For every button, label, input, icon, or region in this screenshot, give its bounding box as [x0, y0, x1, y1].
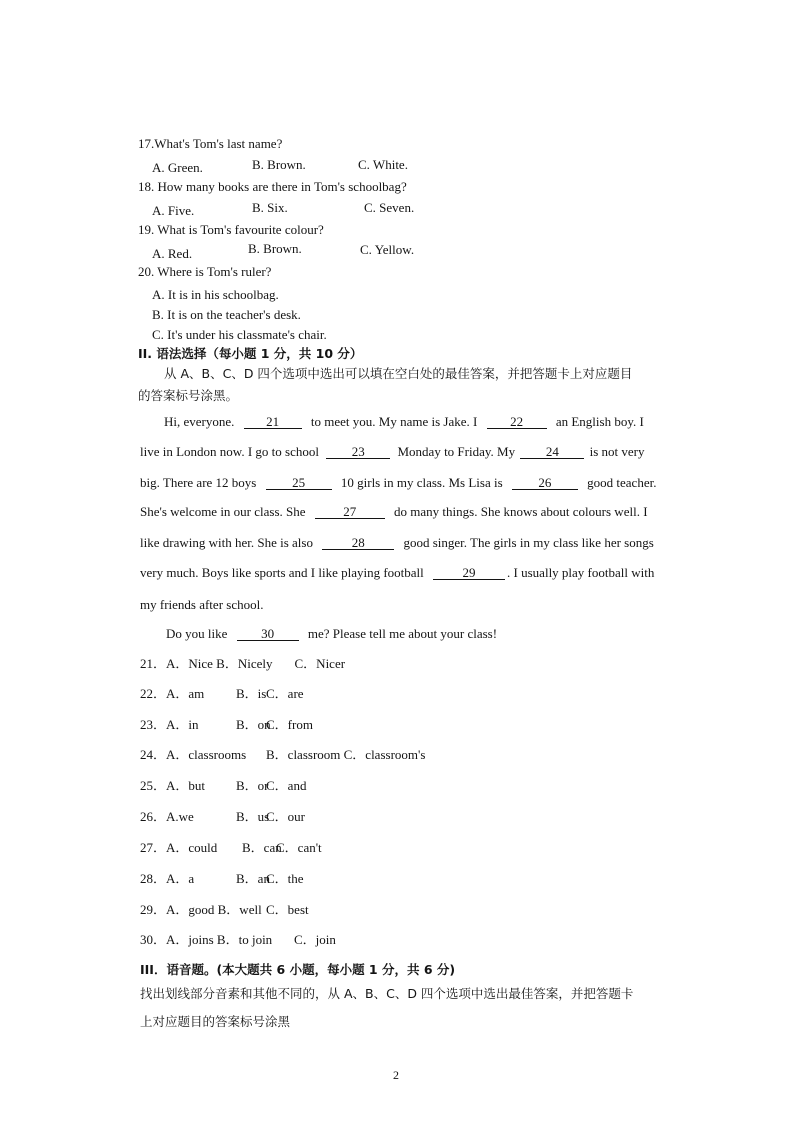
passage-line-3: big. There are 12 boys 25 10 girls in my class. Ms Lisa is 26 good teacher. — [140, 475, 657, 490]
section-3-heading: III．语音题。(本大题共 6 小题，每小题 1 分，共 6 分) — [140, 962, 456, 977]
question-17-option-b: B. Brown. — [252, 157, 306, 172]
blank-26: 26 — [512, 476, 578, 490]
passage-line-6: very much. Boys like sports and I like playing football 29 . I usually play football with — [140, 565, 655, 580]
question-19-option-c: C. Yellow. — [360, 242, 415, 257]
blank-22: 22 — [487, 415, 547, 429]
passage-line-4: She's welcome in our class. She 27 do many things. She knows about colours well. I — [140, 504, 648, 519]
passage-line-1: Hi, everyone. 21 to meet you. My name is Jake. I 22 an English boy. I — [164, 414, 644, 429]
question-17-option-c: C. White. — [358, 157, 408, 172]
blank-27: 27 — [315, 505, 385, 519]
blank-25: 25 — [266, 476, 332, 490]
question-17-stem: 17.What's Tom's last name? — [138, 136, 283, 151]
passage-line-8: Do you like 30 me? Please tell me about your class! — [166, 626, 498, 641]
section-2-instruction-line-1: 从 A、B、C、D 四个选项中选出可以填在空白处的最佳答案，并把答题卡上对应题目 — [164, 366, 633, 381]
passage-line-5: like drawing with her. She is also 28 good singer. The girls in my class like her songs — [140, 535, 654, 550]
choice-28: 28．A．a B．anC．the — [140, 871, 304, 886]
section-3-instruction-line-1: 找出划线部分音素和其他不同的，从 A、B、C、D 四个选项中选出最佳答案，并把答题卡 — [140, 986, 634, 1001]
section-3-instruction-line-2: 上对应题目的答案标号涂黑 — [140, 1014, 291, 1029]
question-18-option-b: B. Six. — [252, 200, 288, 215]
section-2-instruction-line-2: 的答案标号涂黑。 — [138, 388, 239, 403]
question-19-stem: 19. What is Tom's favourite colour? — [138, 222, 324, 237]
question-20-option-c: C. It's under his classmate's chair. — [152, 327, 327, 342]
choice-25: 25．A．but B．orC．and — [140, 778, 307, 793]
choice-30: 30．A．joins B．to join C．join — [140, 932, 336, 947]
passage-line-2: live in London now. I go to school 23 Monday to Friday. My 24 is not very — [140, 444, 645, 459]
blank-23: 23 — [326, 445, 390, 459]
blank-30: 30 — [237, 627, 299, 641]
question-20-option-a: A. It is in his schoolbag. — [152, 287, 279, 302]
choice-26: 26．A.we B．usC．our — [140, 809, 306, 824]
blank-21: 21 — [244, 415, 302, 429]
question-19-option-a: A. Red. — [152, 246, 193, 261]
page-number: 2 — [393, 1068, 399, 1082]
question-20-option-b: B. It is on the teacher's desk. — [152, 307, 301, 322]
question-20-stem: 20. Where is Tom's ruler? — [138, 264, 272, 279]
blank-28: 28 — [322, 536, 394, 550]
choice-27: 27．A．could B．canC．can't — [140, 840, 322, 855]
question-18-stem: 18. How many books are there in Tom's schoolbag? — [138, 179, 407, 194]
question-19-option-b: B. Brown. — [248, 241, 302, 256]
choice-23: 23．A．in B．onC．from — [140, 717, 313, 732]
section-2-heading: II. 语法选择（每小题 1 分，共 10 分） — [138, 346, 363, 361]
blank-24: 24 — [520, 445, 584, 459]
passage-line-7: my friends after school. — [140, 597, 264, 612]
question-17-option-a: A. Green. — [152, 160, 203, 175]
question-18-option-a: A. Five. — [152, 203, 195, 218]
question-18-option-c: C. Seven. — [364, 200, 415, 215]
choice-29: 29．A．good B．well C．best — [140, 902, 309, 917]
choice-21: 21．A．Nice B．Nicely C．Nicer — [140, 656, 346, 671]
choice-22: 22．A．am B．isC．are — [140, 686, 304, 701]
choice-24: 24．A．classrooms B．classroom C．classroom's — [140, 747, 426, 762]
blank-29: 29 — [433, 566, 505, 580]
